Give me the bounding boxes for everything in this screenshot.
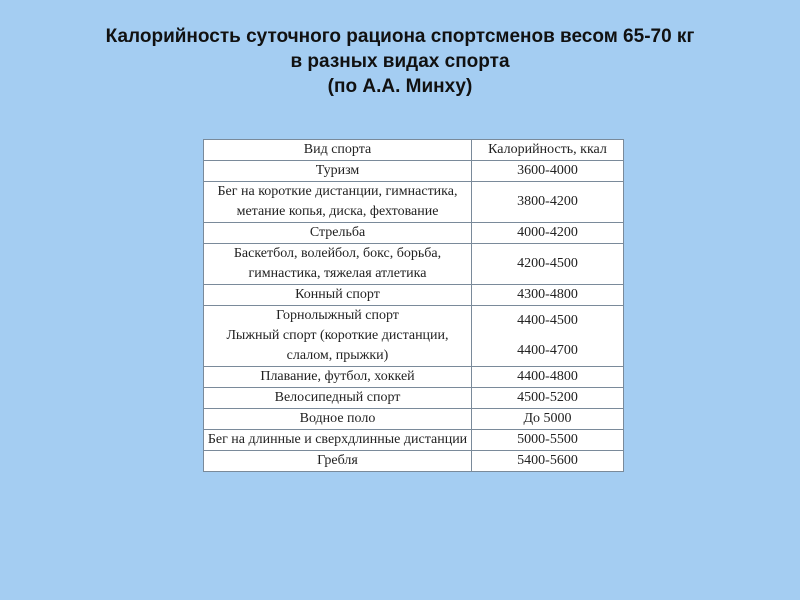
table-row xyxy=(204,367,624,388)
cell-kcal: До 5000 xyxy=(472,409,624,430)
cell-sport: Водное поло xyxy=(204,409,472,430)
cell-kcal: 4400-4800 xyxy=(472,367,624,388)
cell-sport: Плавание, футбол, хоккей xyxy=(204,367,472,388)
table-row xyxy=(204,244,624,285)
header-sport: Вид спорта xyxy=(204,140,472,161)
cell-kcal: 4000-4200 xyxy=(472,223,624,244)
cell-sport: Бег на длинные и сверхдлинные дистанции xyxy=(204,430,472,451)
cell-sport-combined xyxy=(204,306,472,367)
cell-sport: Туризм xyxy=(204,161,472,182)
cell-kcal: 4200-4500 xyxy=(472,244,624,285)
table-row xyxy=(204,409,624,430)
header-kcal: Калорийность, ккал xyxy=(472,140,624,161)
cell-sport: Гребля xyxy=(204,451,472,472)
calorie-table xyxy=(203,139,624,472)
table-row xyxy=(204,430,624,451)
cell-sport: Стрельба xyxy=(204,223,472,244)
cell-kcal-secondary: 4400-4700 xyxy=(517,343,578,358)
table-header-row xyxy=(204,140,624,161)
table-row xyxy=(204,223,624,244)
cell-kcal: 3600-4000 xyxy=(472,161,624,182)
cell-kcal-primary: 4400-4500 xyxy=(517,313,578,328)
cell-kcal: 4300-4800 xyxy=(472,285,624,306)
cell-sport: Велосипедный спорт xyxy=(204,388,472,409)
cell-kcal: 5000-5500 xyxy=(472,430,624,451)
cell-sport: Бег на короткие дистанции, гимнастика, метание копья, диска, фехтование xyxy=(204,182,472,223)
cell-sport-primary: Горнолыжный спорт xyxy=(276,308,399,323)
cell-sport-secondary: Лыжный спорт (короткие дистанции, слалом, прыжки) xyxy=(226,328,449,363)
cell-kcal: 5400-5600 xyxy=(472,451,624,472)
table-row xyxy=(204,161,624,182)
cell-sport: Конный спорт xyxy=(204,285,472,306)
table-row xyxy=(204,182,624,223)
table-row xyxy=(204,306,624,367)
title-line-3: (по А.А. Минху) xyxy=(327,76,473,97)
table-row xyxy=(204,285,624,306)
title-line-1: Калорийность суточного рациона спортсменов весом 65-70 кг xyxy=(105,26,695,47)
title-line-2: в разных видах спорта xyxy=(290,51,510,72)
cell-kcal: 3800-4200 xyxy=(472,182,624,223)
table-row xyxy=(204,388,624,409)
table-row xyxy=(204,451,624,472)
page-title xyxy=(0,24,800,99)
cell-kcal: 4500-5200 xyxy=(472,388,624,409)
cell-sport: Баскетбол, волейбол, бокс, борьба, гимнастика, тяжелая атлетика xyxy=(204,244,472,285)
cell-kcal-combined xyxy=(472,306,624,367)
